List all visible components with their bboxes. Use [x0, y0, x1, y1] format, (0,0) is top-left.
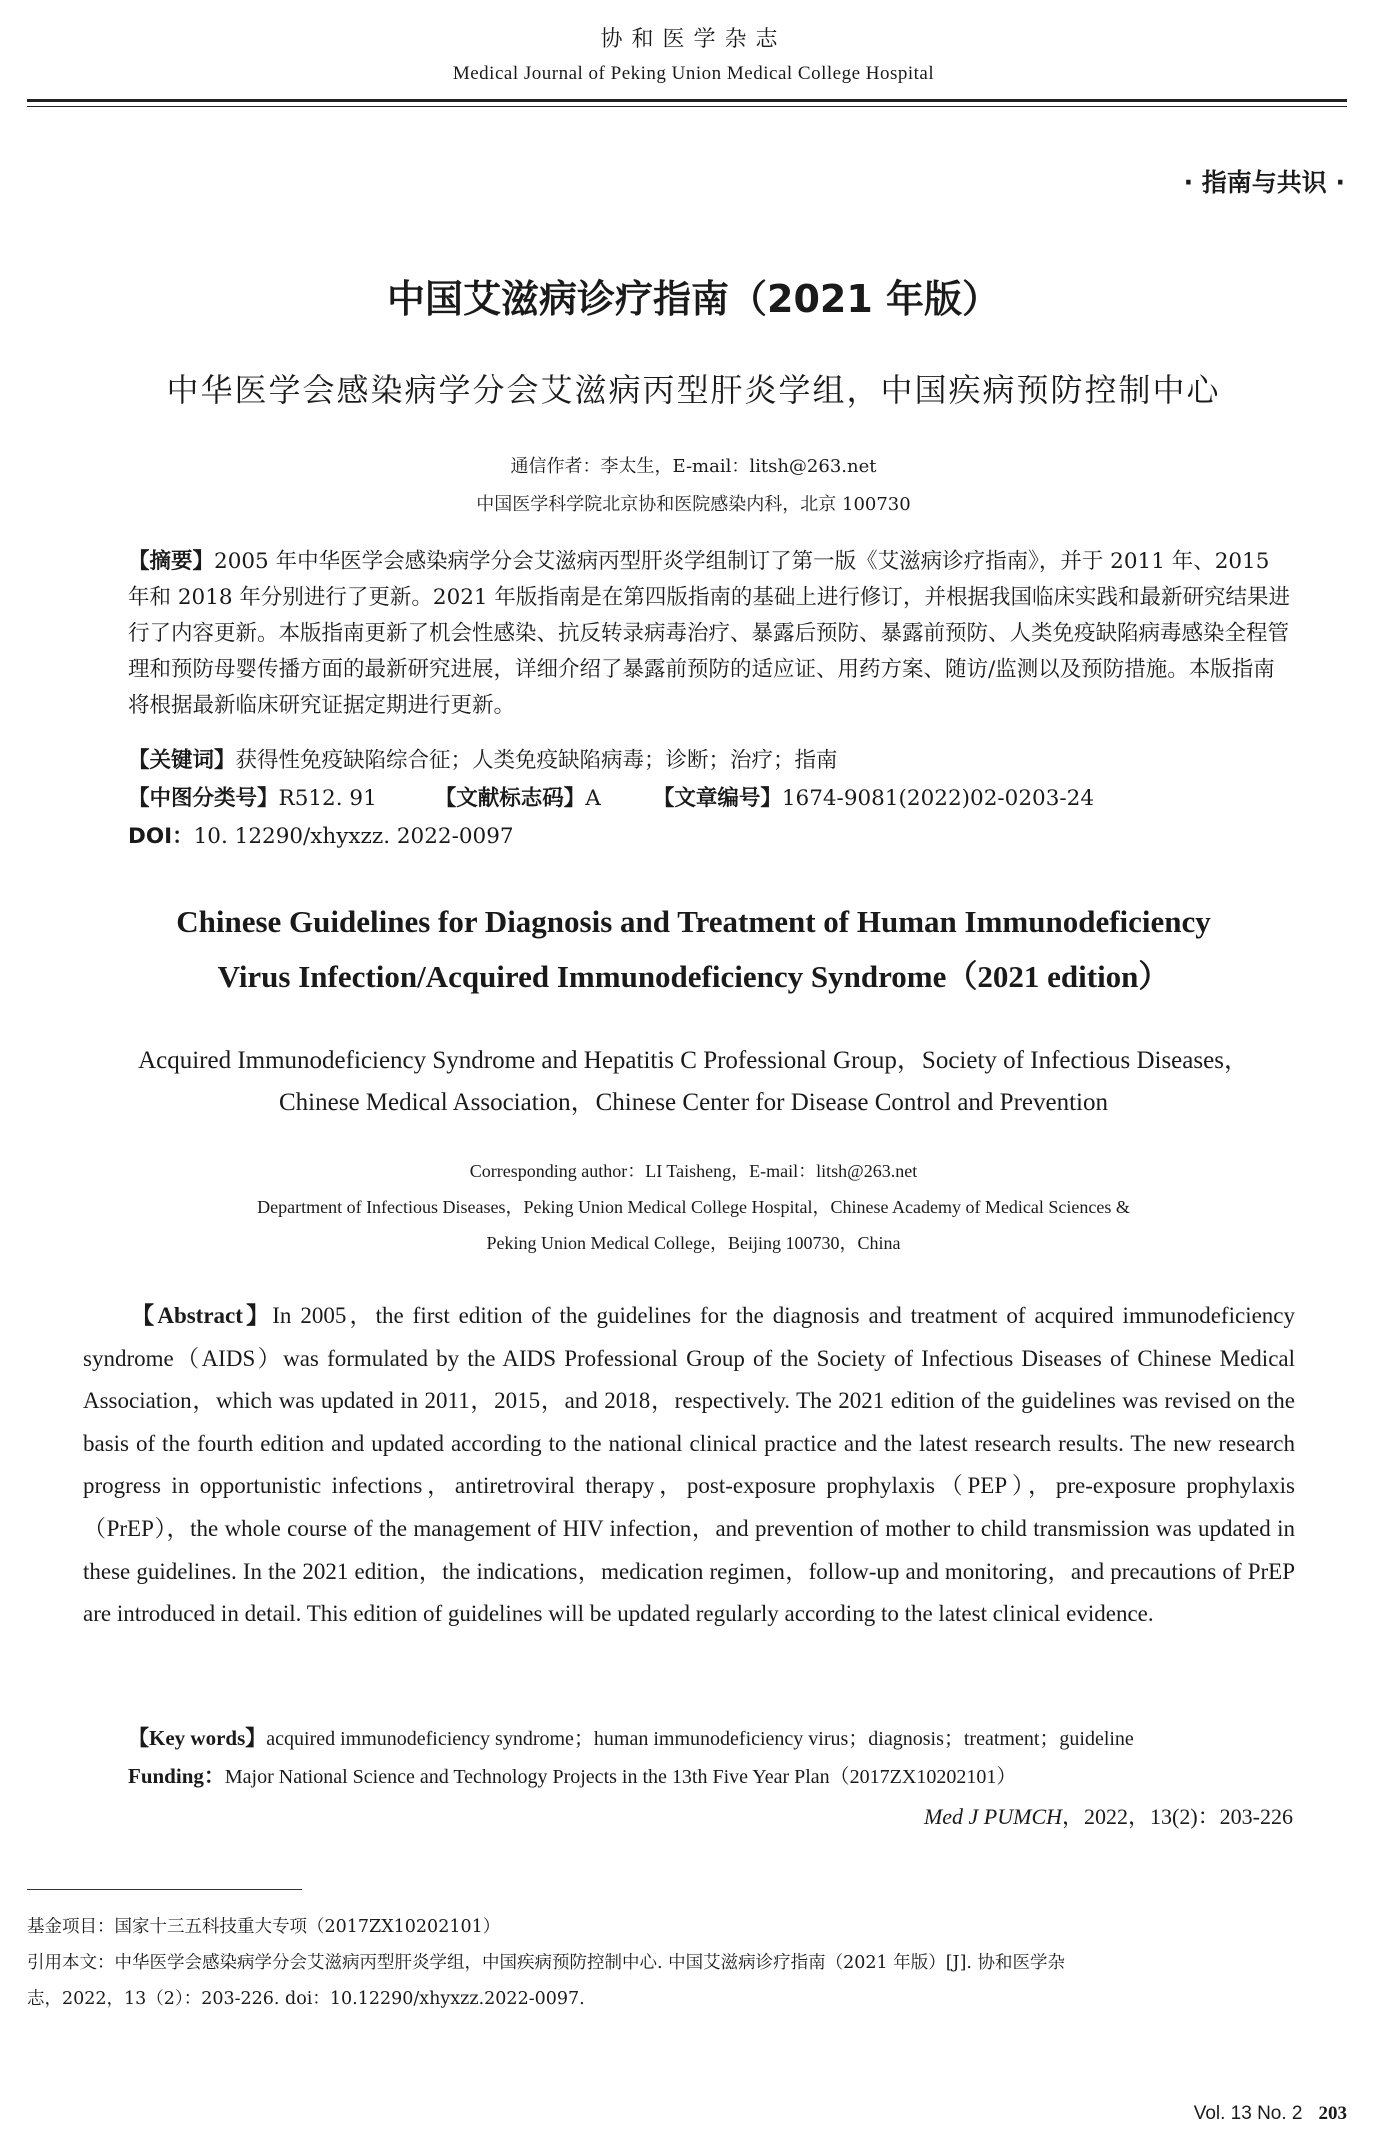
page-number: 203: [1318, 2103, 1347, 2124]
corresponding-author-cn: 通信作者：李太生，E-mail：litsh@263.net: [510, 456, 877, 477]
abstract-cn-label: 【摘要】: [128, 549, 215, 574]
footnote-fund: 基金项目：国家十三五科技重大专项（2017ZX10202101）: [27, 1917, 501, 1937]
section-tag: · 指南与共识 ·: [1183, 168, 1345, 197]
abstract-en-text: In 2005，the first edition of the guidelines for the diagnosis and treatment of acquired immunodeficiency syndrome（AIDS）was formulated by the AIDS Professional Group of the Society of Infectious Diseases of Chinese Medical Association，which was updated in 2011，2015，and 2018，respectively. The 2021 edition of the guidelines was revised on the basis of the fourth edition and updated according to the national clinical practice and the latest research results. The new research progress in opportunistic infections，antiretroviral therapy，post-exposure prophylaxis（PEP），pre-exposure prophylaxis（PrEP），the whole course of the management of HIV infection，and prevention of mother to child transmission was updated in these guidelines. In the 2021 edition，the indications，medication regimen，follow-up and monitoring，and precautions of PrEP are introduced in detail. This edition of guidelines will be updated regularly according to the latest clinical evidence.: [83, 1303, 1295, 1627]
keywords-en-label: 【Key words】: [128, 1726, 267, 1750]
article-no-value: 1674-9081(2022)02-0203-24: [781, 786, 1094, 811]
doi-label: DOI：: [128, 824, 194, 849]
clc-label: 【中图分类号】: [128, 786, 279, 811]
keywords-cn: [128, 743, 1294, 779]
footnote-rule: [27, 1889, 302, 1890]
keywords-cn-label: 【关键词】: [128, 748, 236, 773]
authors-cn: 中华医学会感染病学分会艾滋病丙型肝炎学组，中国疾病预防控制中心: [166, 371, 1221, 409]
keywords-en: [128, 1722, 1294, 1752]
abstract-cn: [128, 544, 1294, 724]
affiliation-en-line1: Department of Infectious Diseases，Peking Union Medical College Hospital，Chinese Academy of Medical Sciences &: [257, 1197, 1130, 1217]
keywords-cn-text: 获得性免疫缺陷综合征；人类免疫缺陷病毒；诊断；治疗；指南: [235, 748, 838, 773]
corresponding-author-en: Corresponding author：LI Taisheng，E-mail：litsh@263.net: [469, 1161, 918, 1181]
header-rule-thin: [27, 106, 1347, 107]
affiliation-en-line2: Peking Union Medical College，Beijing 100730，China: [486, 1233, 901, 1253]
footnote-cite-line2: 志，2022，13（2）：203-226. doi：10.12290/xhyxzz.2022-0097.: [27, 1989, 585, 2009]
doi-value: 10. 12290/xhyxzz. 2022-0097: [193, 824, 514, 849]
doc-code-value: A: [585, 786, 601, 811]
citation-journal: Med J PUMCH: [923, 1804, 1063, 1829]
funding-label: Funding：: [128, 1764, 225, 1788]
title-en-line1: Chinese Guidelines for Diagnosis and Treatment of Human Immunodeficiency: [176, 904, 1211, 939]
clc-value: R512. 91: [278, 786, 377, 811]
abstract-en: [83, 1295, 1295, 1636]
title-en-line2: Virus Infection/Acquired Immunodeficiency Syndrome（2021 edition）: [217, 959, 1170, 994]
footnote-cite-line1: 引用本文：中华医学会感染病学分会艾滋病丙型肝炎学组，中国疾病预防控制中心. 中国艾滋病诊疗指南（2021 年版）[J]. 协和医学杂: [27, 1953, 1066, 1973]
citation-en: [924, 1800, 1293, 1831]
funding-text: Major National Science and Technology Projects in the 13th Five Year Plan（2017ZX10202101）: [224, 1766, 1017, 1788]
citation-details: ，2022，13(2)：203-226: [1062, 1804, 1293, 1829]
funding-en: [128, 1760, 1294, 1790]
authors-en-line2: Chinese Medical Association，Chinese Center for Disease Control and Prevention: [279, 1089, 1108, 1116]
doc-code-label: 【文献标志码】: [434, 786, 586, 811]
doi-line: [128, 819, 1294, 855]
classification-line: [128, 781, 1294, 817]
journal-name-en: Medical Journal of Peking Union Medical College Hospital: [452, 63, 935, 84]
title-cn: 中国艾滋病诊疗指南（2021 年版）: [387, 277, 1000, 321]
keywords-en-text: acquired immunodeficiency syndrome；human immunodeficiency virus；diagnosis；treatment；guideline: [266, 1728, 1134, 1750]
abstract-cn-text: 2005 年中华医学会感染病学分会艾滋病丙型肝炎学组制订了第一版《艾滋病诊疗指南》，并于 2011 年、2015 年和 2018 年分别进行了更新。2021 年版指南是在第四版指南的基础上进行修订，并根据我国临床实践和最新研究结果进行了内容更新。本版指南更新了机会性感染、抗反转录病毒治疗、暴露后预防、暴露前预防、人类免疫缺陷病毒感染全程管理和预防母婴传播方面的最新研究进展，详细介绍了暴露前预防的适应证、用药方案、随访/监测以及预防措施。本版指南将根据最新临床研究证据定期进行更新。: [128, 549, 1290, 718]
article-no-label: 【文章编号】: [652, 786, 782, 811]
header-rule-thick: [27, 99, 1347, 102]
page-footer: [1194, 2103, 1347, 2125]
authors-en-line1: Acquired Immunodeficiency Syndrome and Hepatitis C Professional Group，Society of Infectious Diseases，: [138, 1047, 1249, 1074]
volume-issue: Vol. 13 No. 2: [1193, 2103, 1303, 2124]
journal-name-cn: 协和医学杂志: [600, 27, 787, 52]
affiliation-cn: 中国医学科学院北京协和医院感染内科，北京 100730: [476, 494, 911, 515]
abstract-en-label: 【Abstract】: [128, 1303, 273, 1328]
